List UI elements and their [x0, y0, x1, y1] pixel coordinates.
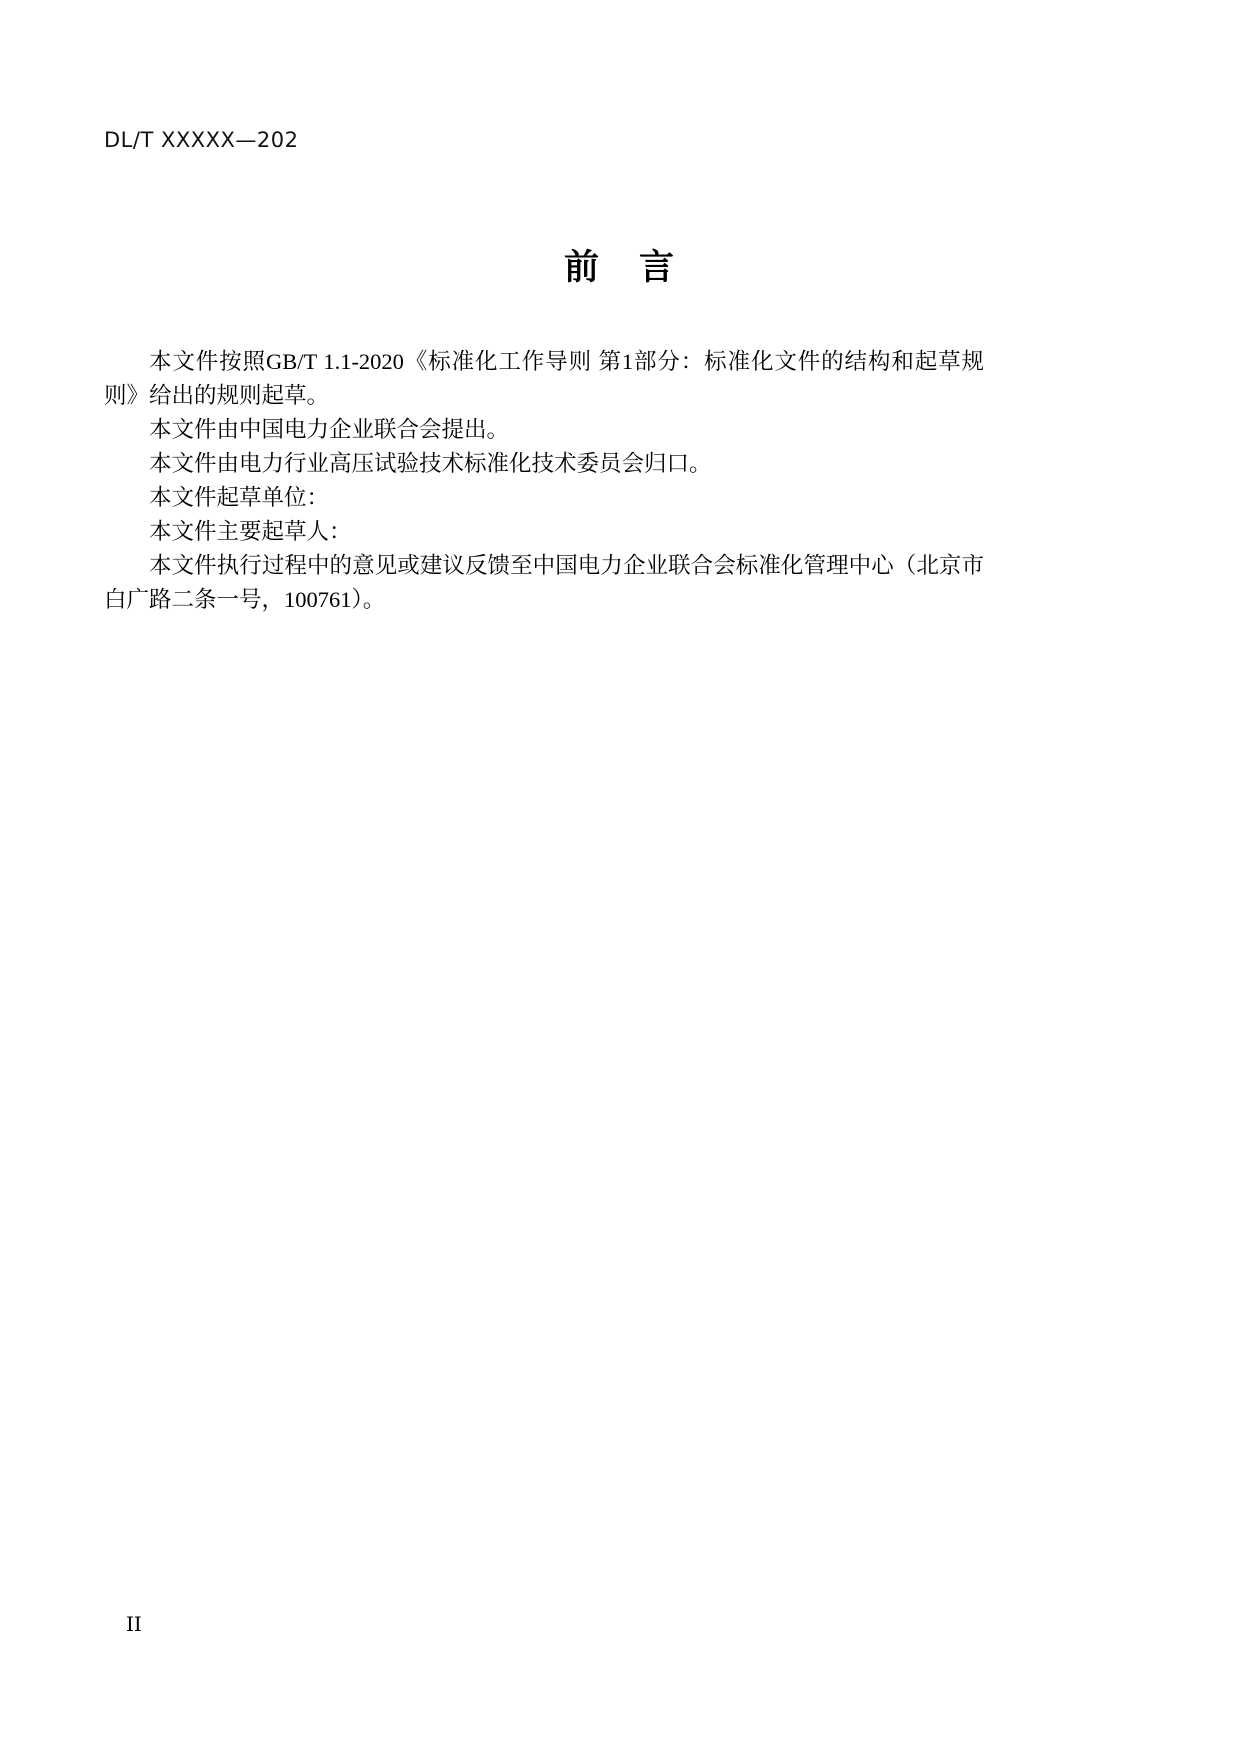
foreword-paragraph: 本文件按照GB/T 1.1-2020《标准化工作导则 第1部分：标准化文件的结构和起草规则》给出的规则起草。 — [104, 349, 984, 408]
foreword-paragraph: 本文件起草单位： — [149, 485, 330, 510]
page-title — [0, 240, 1240, 290]
foreword-body — [104, 345, 984, 617]
page-number: II — [126, 1612, 142, 1636]
page-title-first-char: 前 — [563, 248, 601, 288]
foreword-paragraph: 本文件由电力行业高压试验技术标准化技术委员会归口。 — [149, 451, 712, 476]
page-title-second-char: 言 — [639, 248, 677, 288]
standard-code-header: DL/T XXXXX—202 — [104, 128, 299, 152]
foreword-paragraph: 本文件执行过程中的意见或建议反馈至中国电力企业联合会标准化管理中心（北京市白广路二条一号，100761）。 — [104, 553, 984, 612]
foreword-paragraph: 本文件由中国电力企业联合会提出。 — [149, 417, 510, 442]
foreword-paragraph: 本文件主要起草人： — [149, 519, 352, 544]
